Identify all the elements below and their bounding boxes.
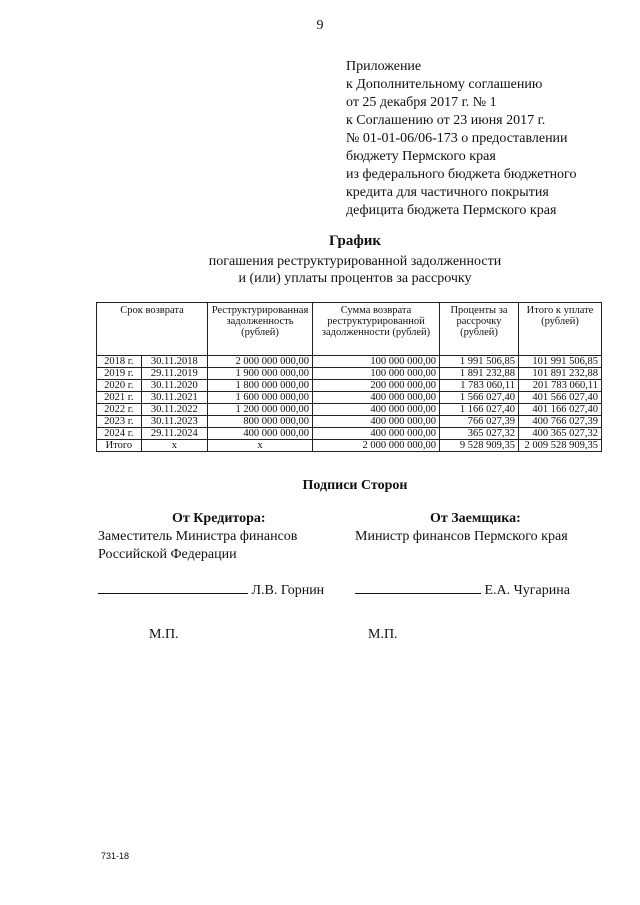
table-row (97, 428, 602, 440)
table-cell: 1 991 506,85 (440, 356, 519, 368)
table-row (97, 440, 602, 452)
borrower-position (355, 528, 568, 546)
table-cell: 365 027,32 (440, 428, 519, 440)
creditor-position-line: Российской Федерации (98, 547, 237, 562)
table-row (97, 416, 602, 428)
table-cell: 1 200 000 000,00 (208, 404, 313, 416)
table-cell: 2024 г. (97, 428, 142, 440)
borrower-name: Е.А. Чугарина (484, 583, 570, 598)
table-cell: 30.11.2021 (141, 392, 207, 404)
table-cell: 30.11.2022 (141, 404, 207, 416)
page-number: 9 (316, 18, 324, 33)
header-restructured-debt: Реструктурированная задолженность (рублей) (208, 303, 313, 356)
appendix-line: кредита для частичного покрытия (346, 185, 549, 200)
table-cell: 101 991 506,85 (519, 356, 602, 368)
table-cell: 400 766 027,39 (519, 416, 602, 428)
table-row (97, 380, 602, 392)
subtitle-line: и (или) уплаты процентов за рассрочку (238, 271, 472, 286)
document-subtitle (0, 253, 640, 287)
creditor-position-line: Заместитель Министра финансов (98, 529, 298, 544)
table-cell: 400 365 027,32 (519, 428, 602, 440)
borrower-signature-line (355, 579, 570, 599)
table-cell: 2018 г. (97, 356, 142, 368)
table-cell: Итого (97, 440, 142, 452)
header-interest: Проценты за рассрочку (рублей) (440, 303, 519, 356)
table-cell: 100 000 000,00 (313, 368, 440, 380)
table-cell: 101 891 232,88 (519, 368, 602, 380)
table-cell: 400 000 000,00 (313, 404, 440, 416)
header-return-date: Срок возврата (97, 303, 208, 356)
appendix-header (346, 58, 576, 220)
table-row (97, 392, 602, 404)
document-title: График (328, 233, 382, 249)
table-body (97, 356, 602, 452)
appendix-line: дефицита бюджета Пермского края (346, 203, 557, 218)
borrower-position-line: Министр финансов Пермского края (355, 529, 568, 544)
table-cell: 30.11.2020 (141, 380, 207, 392)
table-cell: 400 000 000,00 (313, 392, 440, 404)
signatures-title: Подписи Сторон (302, 478, 408, 493)
repayment-schedule-table (96, 302, 602, 452)
table-cell: х (208, 440, 313, 452)
table-cell: 2019 г. (97, 368, 142, 380)
table-cell: 2 000 000 000,00 (313, 440, 440, 452)
borrower-heading: От Заемщика: (430, 511, 521, 526)
table-cell: 400 000 000,00 (313, 416, 440, 428)
table-header-row (97, 303, 602, 356)
table-cell: 1 783 060,11 (440, 380, 519, 392)
table-cell: 29.11.2019 (141, 368, 207, 380)
appendix-line: к Дополнительному соглашению (346, 77, 543, 92)
footer-code: 731-18 (101, 851, 130, 861)
table-cell: 2020 г. (97, 380, 142, 392)
table-cell: 29.11.2024 (141, 428, 207, 440)
table-cell: 2022 г. (97, 404, 142, 416)
creditor-signature-line (98, 579, 324, 599)
creditor-name: Л.В. Горнин (251, 583, 325, 598)
table-row (97, 356, 602, 368)
table-cell: 30.11.2023 (141, 416, 207, 428)
table-cell: 400 000 000,00 (208, 428, 313, 440)
table-row (97, 368, 602, 380)
table-cell: 2 009 528 909,35 (519, 440, 602, 452)
table-cell: 100 000 000,00 (313, 356, 440, 368)
table-cell: 9 528 909,35 (440, 440, 519, 452)
table-cell: 1 600 000 000,00 (208, 392, 313, 404)
creditor-stamp: М.П. (149, 627, 179, 642)
subtitle-line: погашения реструктурированной задолженности (208, 254, 502, 269)
table-cell: 1 166 027,40 (440, 404, 519, 416)
header-total: Итого к уплате (рублей) (519, 303, 602, 356)
table-cell: 2021 г. (97, 392, 142, 404)
table-cell: 401 566 027,40 (519, 392, 602, 404)
table-cell: 400 000 000,00 (313, 428, 440, 440)
table-cell: 1 800 000 000,00 (208, 380, 313, 392)
table-cell: 2 000 000 000,00 (208, 356, 313, 368)
borrower-stamp: М.П. (368, 627, 398, 642)
header-return-amount: Сумма возврата реструктурированной задолженности (рублей) (313, 303, 440, 356)
table-cell: 401 166 027,40 (519, 404, 602, 416)
appendix-line: из федерального бюджета бюджетного (346, 167, 577, 182)
table-cell: 1 891 232,88 (440, 368, 519, 380)
table-cell: 800 000 000,00 (208, 416, 313, 428)
table-cell: 201 783 060,11 (519, 380, 602, 392)
table-cell: 30.11.2018 (141, 356, 207, 368)
appendix-line: бюджету Пермского края (346, 149, 496, 164)
appendix-line: Приложение (346, 59, 422, 74)
table-cell: 1 566 027,40 (440, 392, 519, 404)
signature-blank (98, 579, 248, 594)
creditor-position (98, 528, 297, 564)
table-cell: 2023 г. (97, 416, 142, 428)
appendix-line: к Соглашению от 23 июня 2017 г. (346, 113, 546, 128)
table-row (97, 404, 602, 416)
creditor-heading: От Кредитора: (172, 511, 266, 526)
signature-blank (355, 579, 481, 594)
appendix-line: № 01-01-06/06-173 о предоставлении (346, 131, 568, 146)
table-cell: 200 000 000,00 (313, 380, 440, 392)
table-cell: х (141, 440, 207, 452)
appendix-line: от 25 декабря 2017 г. № 1 (346, 95, 497, 110)
table-cell: 1 900 000 000,00 (208, 368, 313, 380)
table-cell: 766 027,39 (440, 416, 519, 428)
